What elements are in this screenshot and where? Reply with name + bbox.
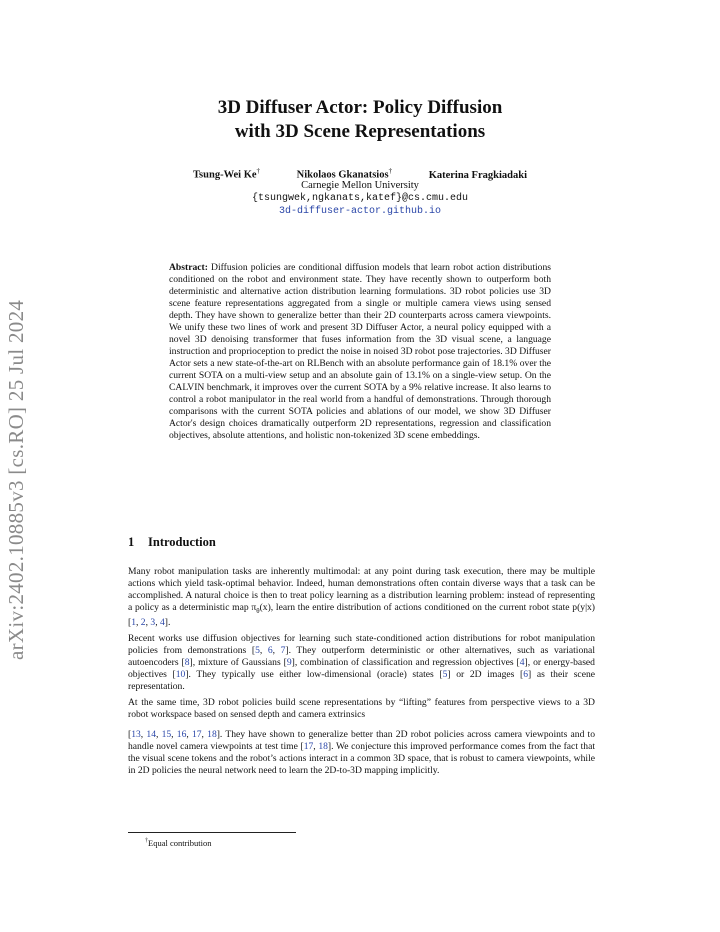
- citation-link[interactable]: 6: [523, 668, 529, 680]
- citation-link[interactable]: 10: [175, 668, 186, 680]
- citation-link[interactable]: 8: [184, 656, 190, 668]
- text: ]. They have shown to generalize better than 2D robot policies across camera viewpoints and to handle novel camera viewpoints at test time [: [128, 728, 596, 752]
- citation-link[interactable]: 4: [519, 656, 525, 668]
- abstract-label: Abstract:: [169, 262, 208, 273]
- text: ]. They typically use either low-dimensional (oracle) states [: [185, 668, 443, 680]
- section-number: 1: [128, 535, 135, 549]
- author-list: [0, 167, 720, 181]
- text: ], combination of classification and regression objectives [: [291, 656, 520, 668]
- citation-link[interactable]: 5: [442, 668, 448, 680]
- abstract: [169, 262, 551, 442]
- author-name: Tsung-Wei Ke: [193, 169, 257, 181]
- footnote-mark: †: [145, 838, 148, 845]
- citation-link[interactable]: 6: [267, 644, 273, 656]
- text: ], or energy-based objectives [: [128, 656, 595, 680]
- citation-link[interactable]: 7: [280, 644, 286, 656]
- text: Recent works use diffusion objectives for learning such state-conditioned action distributions for robot manipulation policies from demonstrations [: [128, 632, 595, 656]
- citation-link[interactable]: 17: [303, 740, 314, 752]
- citation-link[interactable]: 15: [161, 728, 172, 740]
- project-website-link[interactable]: 3d-diffuser-actor.github.io: [278, 206, 442, 217]
- citation-link[interactable]: 18: [318, 740, 328, 752]
- introduction-body: [128, 566, 595, 781]
- citation-link[interactable]: 4: [159, 616, 165, 628]
- author-name: Katerina Fragkiadaki: [428, 169, 527, 181]
- author-name: Nikolaos Gkanatsios: [296, 169, 389, 181]
- affiliation: Carnegie Mellon University: [301, 180, 419, 191]
- section-title: Introduction: [148, 535, 216, 549]
- paragraph-2: Recent works use diffusion objectives for learning such state-conditioned action distributions for robot manipulation policies from demonstrations [5, 6, 7]. They outperform deterministic or other alternatives, such as variational autoencoders [8], mixture of Gaussians [9], combination of classification and regression objectives [4], or energy-based objectives [10]. They typically use either low-dimensional (oracle) states [5] or 2D images [6] as their scene representation.: [128, 632, 596, 692]
- paper-title: [0, 96, 720, 144]
- author-mark: †: [388, 167, 393, 175]
- footnote: [145, 838, 212, 848]
- citation-link[interactable]: 3: [150, 616, 156, 628]
- paragraph-4: [13, 14, 15, 16, 17, 18]. They have shown to generalize better than 2D robot policies across camera viewpoints and to handle novel camera viewpoints at test time [17, 18]. We conjecture this improved performance comes from the fact that the visual scene tokens and the robot’s actions interact in a common 3D space, that is robust to camera viewpoints, while in 2D policies the neural network need to learn the 2D-to-3D mapping implicitly.: [128, 728, 596, 776]
- arxiv-identifier-stamp: arXiv:2402.10885v3 [cs.RO] 25 Jul 2024: [4, 299, 28, 660]
- citation-link[interactable]: 2: [140, 616, 146, 628]
- text: (x), learn the entire distribution of actions conditioned on the current robot state p(y|x) [: [128, 602, 595, 628]
- text: [: [128, 728, 132, 740]
- footnote-text: Equal contribution: [148, 838, 212, 848]
- text: ]. We conjecture this improved performance comes from the fact that the visual scene tokens and the robot’s actions interact in a common 3D space, that is robust to camera viewpoints, while in 2D policies the neural network need to learn the 2D-to-3D mapping implicitly.: [128, 740, 596, 776]
- text: ]. They outperform deterministic or other alternatives, such as variational autoencoders [: [128, 644, 595, 668]
- author-3: [429, 170, 527, 181]
- citation-link[interactable]: 9: [286, 656, 292, 668]
- text: ], mixture of Gaussians [: [189, 656, 287, 668]
- citation-link[interactable]: 13: [131, 728, 141, 740]
- citation-link[interactable]: 18: [207, 728, 217, 740]
- paragraph-3: At the same time, 3D robot policies build scene representations by “lifting” features from perspective views to a 3D robot workspace based on sensed depth and camera extrinsics: [128, 696, 595, 720]
- citation-link[interactable]: 5: [255, 644, 260, 656]
- abstract-text: Diffusion policies are conditional diffusion models that learn robot action distributions conditioned on the robot and environment state. They have recently shown to outperform both deterministic and alternative action distribution learning formulations. 3D robot policies use 3D scene feature representations aggregated from a single or multiple camera views using sensed depth. They have shown to generalize better than their 2D counterparts across camera viewpoints. We unify these two lines of work and present 3D Diffuser Actor, a neural policy equipped with a novel 3D denoising transformer that fuses information from the 3D visual scene, a language instruction and proprioception to predict the noise in noised 3D robot pose trajectories. 3D Diffuser Actor sets a new state-of-the-art on RLBench with an absolute performance gain of 18.1% over the current SOTA on a multi-view setup and an absolute gain of 13.1% on a single-view setup. On the CALVIN benchmark, it improves over the current SOTA by a 9% relative increase. It also learns to control a robot manipulator in the real world from a handful of demonstrations. Through thorough comparisons with the current SOTA policies and ablations of our model, we show 3D Diffuser Actor's design choices dramatically outperform 2D representations, regression and classification objectives, absolute attentions, and holistic non-tokenized 3D scene embeddings.: [169, 262, 551, 441]
- title-line-2: with 3D Scene Representations: [234, 121, 486, 142]
- citation-link[interactable]: 1: [131, 616, 136, 628]
- footnote-divider: [128, 832, 296, 833]
- citation-link[interactable]: 14: [146, 728, 156, 740]
- citation-link[interactable]: 16: [176, 728, 187, 740]
- section-heading: [128, 535, 216, 550]
- citation-link[interactable]: 17: [191, 728, 202, 740]
- author-1: [193, 167, 260, 181]
- paragraph-1: Many robot manipulation tasks are inherently multimodal: at any point during task execution, there may be multiple actions which yield task-optimal behavior. Indeed, human demonstrations often contain diverse ways that a task can be accomplished. A natural choice is then to treat policy learning as a distribution learning problem: instead of representing a policy as a deterministic map $\pi_\theta(x)$, learn the entire distribution of actions conditioned on the current robot state p(y|x) [1, 2, 3, 4].: [128, 566, 595, 628]
- author-mark: †: [256, 167, 261, 175]
- author-2: [297, 167, 392, 181]
- title-line-1: 3D Diffuser Actor: Policy Diffusion: [217, 97, 503, 118]
- text: ].: [164, 616, 171, 628]
- text: ] or 2D images [: [447, 668, 524, 680]
- author-emails: {tsungwek,ngkanats,katef}@cs.cmu.edu: [251, 193, 469, 204]
- text: ] as their scene representation.: [128, 668, 596, 692]
- math-subscript: θ: [256, 606, 260, 615]
- text: Many robot manipulation tasks are inherently multimodal: at any point during task execution, there may be multiple actions which yield task-optimal behavior. Indeed, human demonstrations often contain diverse ways that a task can be accomplished. A natural choice is then to treat policy learning as a distribution learning problem: instead of representing a policy as a deterministic map π: [128, 566, 595, 613]
